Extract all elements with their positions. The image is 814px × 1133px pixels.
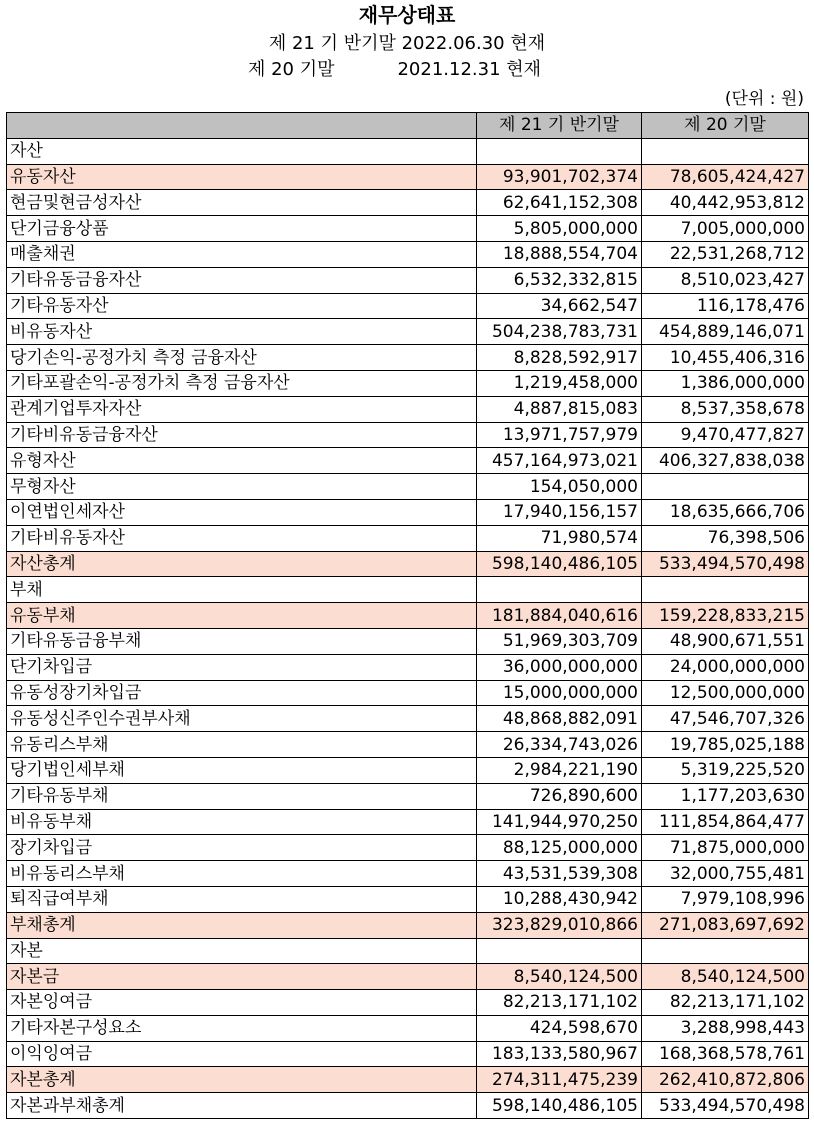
row-current-liabilities <box>7 603 809 629</box>
row-label: 기타자본구성요소 <box>7 1015 477 1041</box>
row-label: 기타유동자산 <box>7 293 477 319</box>
row-label: 자본잉여금 <box>7 990 477 1016</box>
row-current: 26,334,743,026 <box>477 732 642 758</box>
row-label: 단기금융상품 <box>7 216 477 242</box>
row-noncurrent-assets <box>7 319 809 345</box>
row-total-assets <box>7 551 809 577</box>
row-label: 유형자산 <box>7 448 477 474</box>
row-current: 43,531,539,308 <box>477 861 642 887</box>
row-current: 8,828,592,917 <box>477 345 642 371</box>
row-current: 141,944,970,250 <box>477 809 642 835</box>
row-label: 단기차입금 <box>7 654 477 680</box>
row-label: 자본총계 <box>7 1067 477 1093</box>
row-label: 기타포괄손익-공정가치 측정 금융자산 <box>7 370 477 396</box>
prior-period-label: 제 20 기말 <box>248 59 335 80</box>
row-current: 88,125,000,000 <box>477 835 642 861</box>
row-label: 비유동자산 <box>7 319 477 345</box>
row-current: 598,140,486,105 <box>477 1093 642 1119</box>
row-current: 36,000,000,000 <box>477 654 642 680</box>
row-label: 현금및현금성자산 <box>7 190 477 216</box>
row-prior <box>642 577 809 603</box>
row-current: 2,984,221,190 <box>477 757 642 783</box>
row-label: 비유동부채 <box>7 809 477 835</box>
row-prior <box>642 474 809 500</box>
row-retirement-benefits <box>7 886 809 912</box>
row-fvpl-assets <box>7 345 809 371</box>
row-intangibles <box>7 474 809 500</box>
row-label: 당기손익-공정가치 측정 금융자산 <box>7 345 477 371</box>
row-other-noncurrent-assets <box>7 525 809 551</box>
row-prior: 7,979,108,996 <box>642 886 809 912</box>
prior-period <box>248 58 541 82</box>
row-label: 비유동리스부채 <box>7 861 477 887</box>
page-title: 재무상태표 <box>358 3 456 27</box>
row-current: 323,829,010,866 <box>477 912 642 938</box>
row-current <box>477 577 642 603</box>
row-current: 504,238,783,731 <box>477 319 642 345</box>
row-current: 82,213,171,102 <box>477 990 642 1016</box>
row-total-equity <box>7 1067 809 1093</box>
row-current: 4,887,815,083 <box>477 396 642 422</box>
row-label: 유동성장기차입금 <box>7 680 477 706</box>
row-short-term-borrowings <box>7 654 809 680</box>
row-prior: 47,546,707,326 <box>642 706 809 732</box>
row-prior: 3,288,998,443 <box>642 1015 809 1041</box>
row-label: 이익잉여금 <box>7 1041 477 1067</box>
row-other-noncurrent-fin-assets <box>7 422 809 448</box>
row-other-current-fin-assets <box>7 267 809 293</box>
row-label: 부채총계 <box>7 912 477 938</box>
row-current: 1,219,458,000 <box>477 370 642 396</box>
row-prior: 454,889,146,071 <box>642 319 809 345</box>
row-label: 유동자산 <box>7 164 477 190</box>
row-cash <box>7 190 809 216</box>
row-current: 274,311,475,239 <box>477 1067 642 1093</box>
row-current: 726,890,600 <box>477 783 642 809</box>
row-label: 무형자산 <box>7 474 477 500</box>
header-current: 제 21 기 반기말 <box>477 113 642 139</box>
row-prior: 82,213,171,102 <box>642 990 809 1016</box>
row-ppe <box>7 448 809 474</box>
row-total-liabilities <box>7 912 809 938</box>
row-prior: 48,900,671,551 <box>642 628 809 654</box>
row-current: 10,288,430,942 <box>477 886 642 912</box>
row-current: 181,884,040,616 <box>477 603 642 629</box>
row-current-bw <box>7 706 809 732</box>
row-current: 5,805,000,000 <box>477 216 642 242</box>
row-prior <box>642 938 809 964</box>
row-share-capital <box>7 964 809 990</box>
row-assets <box>7 138 809 164</box>
row-label: 기타유동부채 <box>7 783 477 809</box>
row-prior: 24,000,000,000 <box>642 654 809 680</box>
row-noncurrent-lease <box>7 861 809 887</box>
row-current-lease <box>7 732 809 758</box>
row-current: 598,140,486,105 <box>477 551 642 577</box>
row-total-equity-and-liabilities <box>7 1093 809 1119</box>
row-prior: 271,083,697,692 <box>642 912 809 938</box>
row-current-assets <box>7 164 809 190</box>
row-prior: 111,854,864,477 <box>642 809 809 835</box>
row-income-tax-payable <box>7 757 809 783</box>
row-prior: 262,410,872,806 <box>642 1067 809 1093</box>
row-prior: 10,455,406,316 <box>642 345 809 371</box>
row-prior: 533,494,570,498 <box>642 551 809 577</box>
row-prior: 18,635,666,706 <box>642 499 809 525</box>
current-period: 제 21 기 반기말 2022.06.30 현재 <box>268 33 546 54</box>
row-prior <box>642 138 809 164</box>
row-short-term-deposits <box>7 216 809 242</box>
row-current: 17,940,156,157 <box>477 499 642 525</box>
row-other-current-liabilities <box>7 783 809 809</box>
row-label: 기타비유동금융자산 <box>7 422 477 448</box>
row-prior: 71,875,000,000 <box>642 835 809 861</box>
row-label: 관계기업투자자산 <box>7 396 477 422</box>
row-label: 자본금 <box>7 964 477 990</box>
row-liabilities <box>7 577 809 603</box>
row-current: 51,969,303,709 <box>477 628 642 654</box>
row-other-equity <box>7 1015 809 1041</box>
row-prior: 12,500,000,000 <box>642 680 809 706</box>
row-current: 18,888,554,704 <box>477 241 642 267</box>
row-current: 62,641,152,308 <box>477 190 642 216</box>
row-prior: 22,531,268,712 <box>642 241 809 267</box>
row-prior: 8,510,023,427 <box>642 267 809 293</box>
row-other-current-assets <box>7 293 809 319</box>
row-current: 48,868,882,091 <box>477 706 642 732</box>
balance-sheet-table <box>6 112 809 1119</box>
row-current: 71,980,574 <box>477 525 642 551</box>
prior-period-date: 2021.12.31 현재 <box>397 59 542 80</box>
row-current: 457,164,973,021 <box>477 448 642 474</box>
row-prior: 168,368,578,761 <box>642 1041 809 1067</box>
row-label: 유동부채 <box>7 603 477 629</box>
row-prior: 5,319,225,520 <box>642 757 809 783</box>
row-label: 장기차입금 <box>7 835 477 861</box>
row-prior: 76,398,506 <box>642 525 809 551</box>
row-prior: 159,228,833,215 <box>642 603 809 629</box>
row-current: 8,540,124,500 <box>477 964 642 990</box>
unit-label: (단위 : 원) <box>724 89 804 109</box>
row-current: 13,971,757,979 <box>477 422 642 448</box>
row-prior: 406,327,838,038 <box>642 448 809 474</box>
row-label: 기타비유동자산 <box>7 525 477 551</box>
row-label: 퇴직급여부채 <box>7 886 477 912</box>
row-label: 유동성신주인수권부사채 <box>7 706 477 732</box>
row-current <box>477 938 642 964</box>
row-long-term-borrowings <box>7 835 809 861</box>
row-equity <box>7 938 809 964</box>
row-prior: 8,537,358,678 <box>642 396 809 422</box>
row-current: 183,133,580,967 <box>477 1041 642 1067</box>
row-fvoci-assets <box>7 370 809 396</box>
row-current <box>477 138 642 164</box>
row-noncurrent-liabilities <box>7 809 809 835</box>
row-current: 15,000,000,000 <box>477 680 642 706</box>
row-current: 34,662,547 <box>477 293 642 319</box>
row-current: 154,050,000 <box>477 474 642 500</box>
row-label: 자산총계 <box>7 551 477 577</box>
row-prior: 1,177,203,630 <box>642 783 809 809</box>
row-label: 자본과부채총계 <box>7 1093 477 1119</box>
row-label: 자산 <box>7 138 477 164</box>
row-associates <box>7 396 809 422</box>
row-label: 부채 <box>7 577 477 603</box>
row-label: 당기법인세부채 <box>7 757 477 783</box>
row-prior: 7,005,000,000 <box>642 216 809 242</box>
row-prior: 533,494,570,498 <box>642 1093 809 1119</box>
row-prior: 8,540,124,500 <box>642 964 809 990</box>
row-prior: 40,442,953,812 <box>642 190 809 216</box>
row-label: 유동리스부채 <box>7 732 477 758</box>
row-current: 424,598,670 <box>477 1015 642 1041</box>
row-prior: 116,178,476 <box>642 293 809 319</box>
row-prior: 32,000,755,481 <box>642 861 809 887</box>
header-prior: 제 20 기말 <box>642 113 809 139</box>
row-prior: 1,386,000,000 <box>642 370 809 396</box>
row-current-portion-ltd <box>7 680 809 706</box>
row-prior: 78,605,424,427 <box>642 164 809 190</box>
row-current: 93,901,702,374 <box>477 164 642 190</box>
row-label: 기타유동금융자산 <box>7 267 477 293</box>
row-other-current-fin-liabilities <box>7 628 809 654</box>
row-prior: 19,785,025,188 <box>642 732 809 758</box>
row-label: 이연법인세자산 <box>7 499 477 525</box>
row-current: 6,532,332,815 <box>477 267 642 293</box>
row-receivables <box>7 241 809 267</box>
table-header-row <box>7 113 809 139</box>
row-deferred-tax-assets <box>7 499 809 525</box>
row-capital-surplus <box>7 990 809 1016</box>
row-label: 기타유동금융부채 <box>7 628 477 654</box>
row-label: 매출채권 <box>7 241 477 267</box>
header-blank-cell <box>7 113 477 139</box>
row-label: 자본 <box>7 938 477 964</box>
row-prior: 9,470,477,827 <box>642 422 809 448</box>
row-retained-earnings <box>7 1041 809 1067</box>
